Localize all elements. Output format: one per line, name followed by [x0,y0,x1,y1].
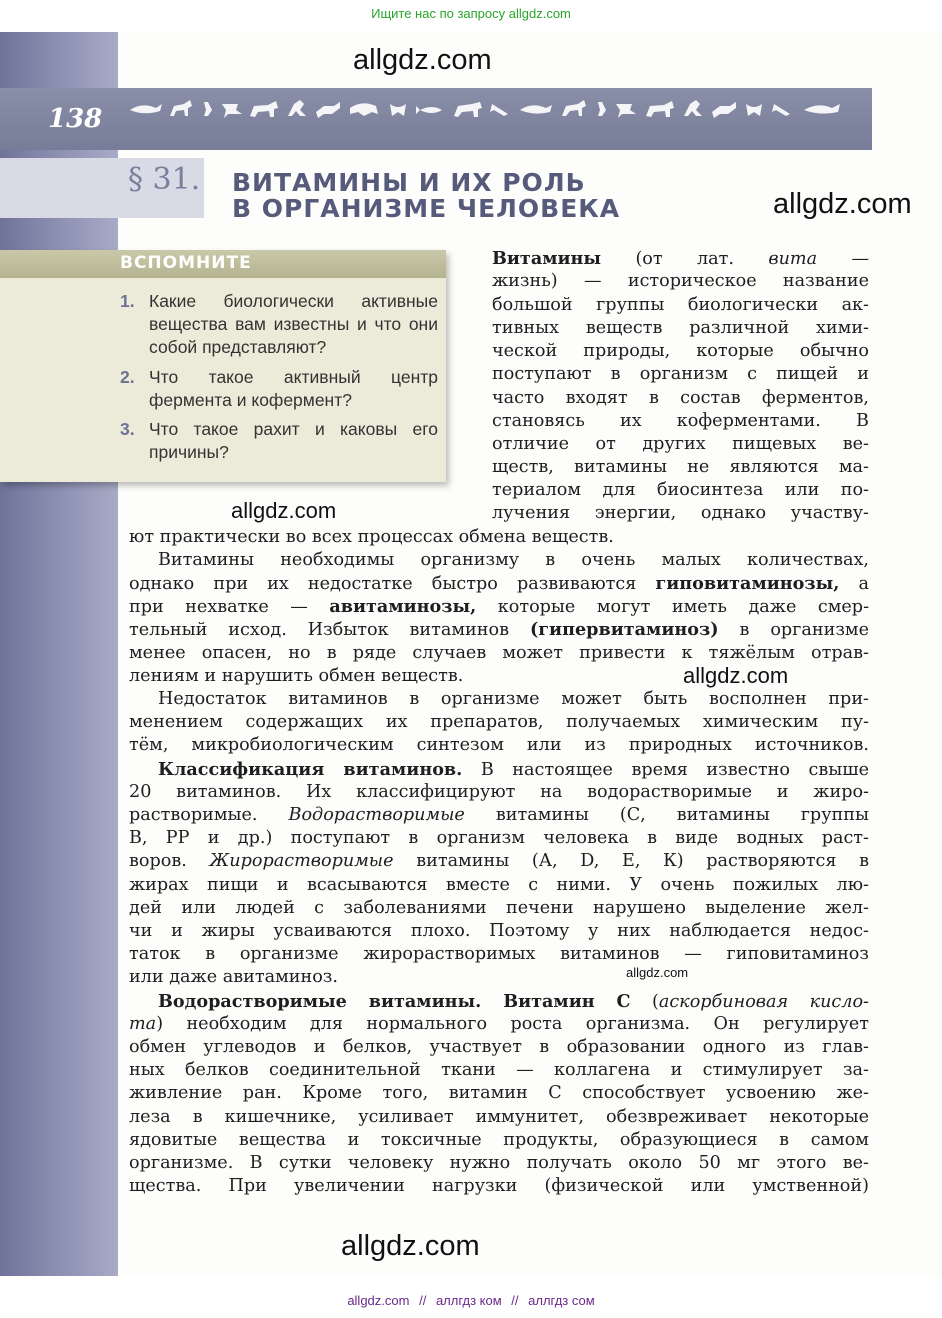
body-line: обмен углеводов и белков, участвует в образовании одного из глав- [129,1037,869,1057]
text-span: однако при их недостатке быстро развиваются [129,574,637,594]
body-line: часто входят в состав ферментов, [492,388,869,408]
term-bold: Классификация витаминов. [158,759,463,780]
body-line: или даже авитаминоз. [129,967,338,987]
remember-title: ВСПОМНИТЕ [120,253,252,273]
term-italic: Водорастворимые [288,805,465,825]
body-line: таток в организме жирорастворимых витаминов — гиповитаминоз [129,944,869,964]
remember-header [0,250,446,278]
bottom-link[interactable]: аллгдз ком [435,1293,502,1308]
body-line [492,247,869,271]
term-bold: Витамины [492,248,602,269]
text-span: воров. [129,851,187,871]
body-line: В, РР и др.) поступают в организм человека в виде водных раст- [129,828,869,848]
body-line [129,1013,869,1036]
term-italic: вита [768,249,818,269]
top-search-link[interactable]: Ищите нас по запросу allgdz.com [371,6,571,21]
remember-question [120,290,438,359]
bottom-links [0,1293,942,1308]
body-line: становясь их коферментами. В [492,411,869,431]
term-italic: аскорбиновая кисло- [658,992,869,1012]
body-line: Витамины необходимы организму в очень малых количествах, [158,550,869,570]
remember-question [120,366,438,412]
body-line: ществ, витамины не являются ма- [492,457,869,477]
body-line [129,850,869,873]
link-separator: // [511,1293,519,1308]
body-line: ческой природы, которые обычно [492,341,869,361]
body-line: ют практически во всех процессах обмена веществ. [129,527,614,547]
body-line: дей или людей с заболеваниями печени нарушено выделение жел- [129,898,869,918]
body-line: живление ран. Кроме того, витамин С способствует усвоению же- [129,1083,869,1103]
text-span: при нехватке — [129,597,308,617]
question-text: Какие биологически активные вещества вам известны и что они собой представляют? [149,291,438,357]
body-line [129,572,869,596]
watermark: allgdz.com [626,965,689,980]
watermark: allgdz.com [231,498,337,523]
page-sidebar [0,32,118,1276]
page-number: 138 [48,104,103,134]
body-line: Недостаток витаминов в организме может быть восполнен при- [158,689,869,709]
question-number: 1. [120,291,135,311]
text-span: В настоящее время известно свыше [480,760,869,780]
text-span: (от лат. [635,249,734,269]
question-text: Что такое активный центр фермента и кофермент? [149,367,438,410]
watermark: allgdz.com [773,188,912,220]
text-span: витамины (А, D, Е, К) растворяются в [416,851,870,871]
body-line: тём, микробиологическим синтезом или из природных источников. [129,735,869,755]
animal-silhouettes-icon [128,96,848,122]
body-line [129,618,869,642]
section-title-line2: В ОРГАНИЗМЕ ЧЕЛОВЕКА [232,194,621,223]
watermark: allgdz.com [341,1230,480,1262]
term-bold: (гипервитаминоз) [529,619,719,640]
text-span: — [851,249,870,269]
text-span: витамины (С, витамины группы [495,805,870,825]
text-span: а [858,574,869,594]
term-bold: Водорастворимые витамины. Витамин С [158,991,631,1012]
text-span: в организме [739,620,870,640]
section-number: § 31. [128,162,201,197]
text-span: тельный исход. Избыток витаминов [129,620,509,640]
body-line: жирах пищи и всасываются вместе с ними. У очень пожилых лю- [129,875,869,895]
term-italic: та [129,1014,157,1034]
body-line: организме. В сутки человеку нужно получать около 50 мг этого ве- [129,1153,869,1173]
body-line: чи и жиры усваиваются плохо. Поэтому у них наблюдается недос- [129,921,869,941]
body-line [158,990,869,1014]
body-line: 20 витаминов. Их классифицируют на водорастворимые и жиро- [129,782,869,802]
body-line: ных белков соединительной ткани — коллагена и стимулирует за- [129,1060,869,1080]
term-italic: Жирорастворимые [209,851,394,871]
term-bold: авитаминозы, [329,596,477,617]
watermark: allgdz.com [683,663,789,688]
body-line: жизнь) — историческое название [492,271,869,291]
body-line: леза в кишечнике, усиливает иммунитет, обезвреживает некоторые [129,1107,869,1127]
body-line: лучения энергии, однако участву- [492,503,869,523]
body-line [158,758,869,782]
term-bold: гиповитаминозы, [655,573,840,594]
link-separator: // [419,1293,427,1308]
question-number: 3. [120,419,135,439]
body-line: териалом для биосинтеза или по- [492,480,869,500]
body-line: менее опасен, но в ряде случаев может привести к тяжёлым отрав- [129,643,869,663]
bottom-link[interactable]: аллгдз сом [528,1293,595,1308]
body-line: поступают в организм с пищей и [492,364,869,384]
body-line [129,804,869,827]
bottom-link[interactable]: allgdz.com [347,1293,410,1308]
watermark: allgdz.com [353,44,492,76]
question-text: Что такое рахит и каковы его причины? [149,419,438,462]
section-title-line1: ВИТАМИНЫ И ИХ РОЛЬ [232,168,586,197]
text-span: которые могут иметь даже смер- [497,597,870,617]
remember-question [120,418,438,464]
body-line: отличие от других пищевых ве- [492,434,869,454]
body-line: щества. При увеличении нагрузки (физической или умственной) [129,1176,869,1196]
body-line: менением содержащих их препаратов, получаемых химическим пу- [129,712,869,732]
question-number: 2. [120,367,135,387]
body-line: тивных веществ различной хими- [492,318,869,338]
text-span: растворимые. [129,805,258,825]
text-span: ( [651,992,659,1012]
body-line [129,595,869,619]
body-line: большой группы биологически ак- [492,295,869,315]
text-span: ) необходим для нормального роста организма. Он регулирует [156,1014,869,1034]
body-line: лениям и нарушить обмен веществ. [129,666,464,686]
body-line: ядовитые вещества и токсичные продукты, образующиеся в самом [129,1130,869,1150]
